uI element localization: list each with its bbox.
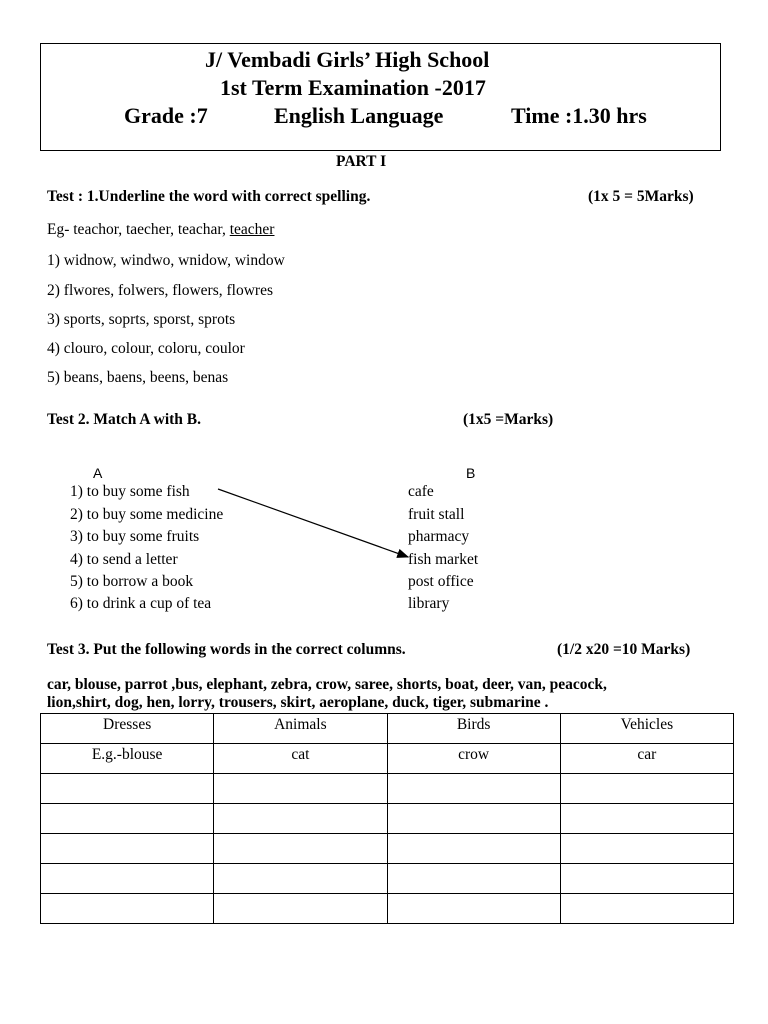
answer-cell[interactable]: [214, 894, 387, 924]
column-a-label: A: [93, 465, 103, 481]
answer-cell[interactable]: [41, 804, 214, 834]
answer-cell[interactable]: [214, 804, 387, 834]
test1-item-1: 1) widnow, windwo, wnidow, window: [47, 252, 285, 269]
subject-label: English Language: [274, 103, 444, 128]
match-b-1: cafe: [408, 483, 434, 500]
answer-cell[interactable]: [560, 804, 733, 834]
answer-cell[interactable]: [387, 804, 560, 834]
match-b-6: library: [408, 595, 450, 612]
test2-title: Test 2. Match A with B.: [47, 411, 202, 428]
exam-title: 1st Term Examination -2017: [220, 75, 486, 100]
test1-item-2: 2) flwores, folwers, flowers, flowres: [47, 282, 273, 299]
test2-marks: (1x5 =Marks): [463, 411, 554, 428]
match-a-5: 5) to borrow a book: [70, 573, 194, 590]
match-a-6: 6) to drink a cup of tea: [70, 595, 212, 612]
part-title: PART I: [336, 153, 387, 170]
answer-cell[interactable]: [387, 774, 560, 804]
answer-cell[interactable]: [41, 834, 214, 864]
header-animals: Animals: [214, 714, 387, 744]
answer-cell[interactable]: [387, 834, 560, 864]
match-b-2: fruit stall: [408, 506, 465, 523]
header-birds: Birds: [387, 714, 560, 744]
table-example-row: [41, 744, 734, 774]
example-vehicles: car: [560, 744, 733, 774]
answer-cell[interactable]: [560, 894, 733, 924]
grade-label: Grade :7: [124, 103, 208, 128]
answer-cell[interactable]: [214, 774, 387, 804]
table-row: [41, 834, 734, 864]
test1-item-4: 4) clouro, colour, coloru, coulor: [47, 340, 245, 357]
header-dresses: Dresses: [41, 714, 214, 744]
example-answer: teacher: [229, 221, 275, 238]
test1-item-3: 3) sports, soprts, sporst, sprots: [47, 311, 236, 328]
table-row: [41, 864, 734, 894]
time-label: Time :1.30 hrs: [511, 103, 647, 128]
match-a-3: 3) to buy some fruits: [70, 528, 200, 545]
match-a-2: 2) to buy some medicine: [70, 506, 224, 523]
match-a-1: 1) to buy some fish: [70, 483, 190, 500]
sorting-table: [40, 713, 734, 924]
school-name: J/ Vembadi Girls’ High School: [205, 47, 490, 72]
answer-cell[interactable]: [560, 774, 733, 804]
example-dresses: E.g.-blouse: [41, 744, 214, 774]
test1-title: Test : 1.Underline the word with correct spelling.: [47, 188, 371, 205]
match-a-4: 4) to send a letter: [70, 551, 178, 568]
match-b-5: post office: [408, 573, 474, 590]
table-row: [41, 774, 734, 804]
test3-marks: (1/2 x20 =10 Marks): [557, 641, 691, 658]
test1-marks: (1x 5 = 5Marks): [588, 188, 694, 205]
answer-cell[interactable]: [214, 834, 387, 864]
example-birds: crow: [387, 744, 560, 774]
test1-item-5: 5) beans, baens, beens, benas: [47, 369, 229, 386]
table-row: [41, 804, 734, 834]
table-row: [41, 894, 734, 924]
answer-cell[interactable]: [387, 894, 560, 924]
answer-cell[interactable]: [560, 864, 733, 894]
answer-cell[interactable]: [560, 834, 733, 864]
header-vehicles: Vehicles: [560, 714, 733, 744]
table-header-row: [41, 714, 734, 744]
answer-cell[interactable]: [387, 864, 560, 894]
word-list-line-1: car, blouse, parrot ,bus, elephant, zebra, crow, saree, shorts, boat, deer, van, peacock,: [47, 676, 607, 693]
example-words: Eg- teachor, taecher, teachar,: [47, 221, 230, 238]
answer-cell[interactable]: [41, 864, 214, 894]
answer-cell[interactable]: [41, 894, 214, 924]
match-b-3: pharmacy: [408, 528, 470, 545]
example-animals: cat: [214, 744, 387, 774]
word-list-line-2: lion,shirt, dog, hen, lorry, trousers, skirt, aeroplane, duck, tiger, submarine .: [47, 694, 549, 711]
answer-cell[interactable]: [41, 774, 214, 804]
answer-cell[interactable]: [214, 864, 387, 894]
column-b-label: B: [466, 465, 476, 481]
test3-title: Test 3. Put the following words in the correct columns.: [47, 641, 406, 658]
match-b-4: fish market: [408, 551, 479, 568]
